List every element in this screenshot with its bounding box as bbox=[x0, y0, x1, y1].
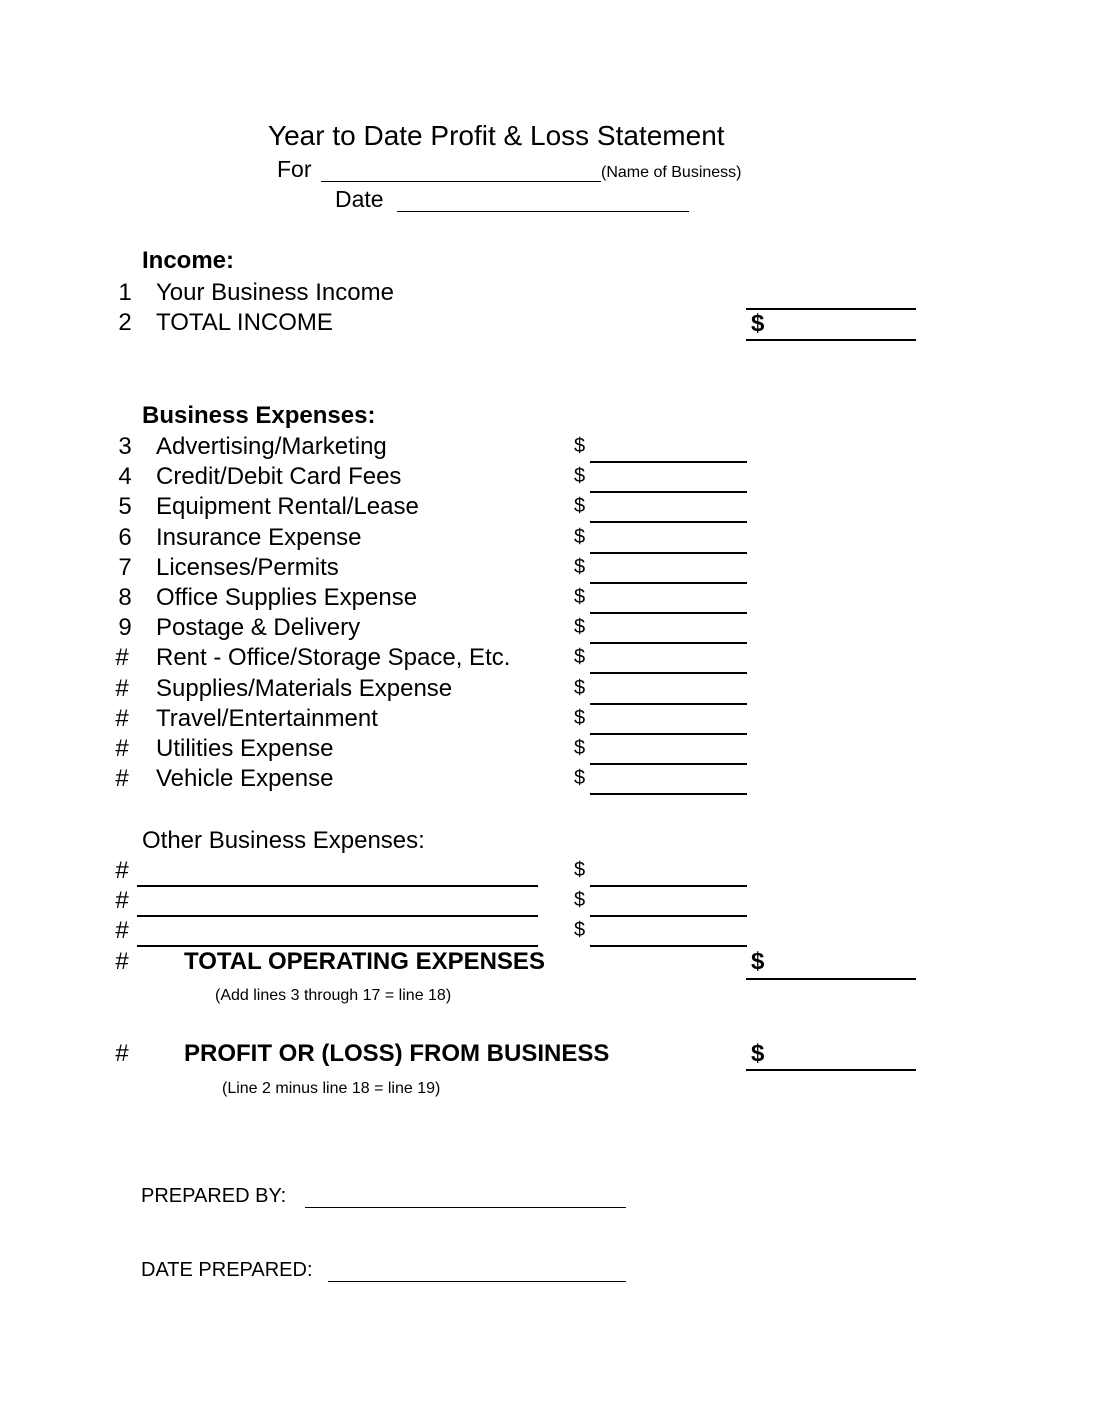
expense-row-label: Supplies/Materials Expense bbox=[156, 675, 453, 702]
expense-amount-field[interactable] bbox=[590, 703, 747, 705]
income-row-label: Your Business Income bbox=[156, 279, 394, 306]
expense-row-label: Utilities Expense bbox=[156, 735, 334, 762]
row-number: # bbox=[115, 917, 129, 944]
total-income-currency: $ bbox=[751, 310, 765, 337]
expense-amount-field[interactable] bbox=[590, 733, 747, 735]
expense-currency: $ bbox=[574, 707, 586, 729]
expense-amount-field[interactable] bbox=[590, 552, 747, 554]
expense-row-label: Vehicle Expense bbox=[156, 765, 334, 792]
row-number: 3 bbox=[118, 433, 132, 460]
row-number: # bbox=[115, 735, 129, 762]
row-number: # bbox=[115, 644, 129, 671]
expense-amount-field[interactable] bbox=[590, 672, 747, 674]
other-expense-currency: $ bbox=[574, 919, 586, 941]
profit-loss-field[interactable] bbox=[746, 1069, 916, 1071]
expense-row-label: Office Supplies Expense bbox=[156, 584, 418, 611]
expense-currency: $ bbox=[574, 556, 586, 578]
expense-amount-field[interactable] bbox=[590, 612, 747, 614]
expense-amount-field[interactable] bbox=[590, 642, 747, 644]
other-expense-amount-field[interactable] bbox=[590, 915, 747, 917]
row-number: 5 bbox=[118, 493, 132, 520]
total-operating-expenses-field[interactable] bbox=[746, 978, 916, 980]
expense-amount-field[interactable] bbox=[590, 491, 747, 493]
date-prepared-field[interactable] bbox=[328, 1281, 626, 1282]
row-number: # bbox=[115, 948, 129, 975]
other-expense-currency: $ bbox=[574, 889, 586, 911]
row-number: # bbox=[115, 887, 129, 914]
other-expense-description-field[interactable] bbox=[137, 885, 538, 887]
total-operating-currency: $ bbox=[751, 948, 765, 975]
expense-amount-field[interactable] bbox=[590, 521, 747, 523]
expense-row-label: Advertising/Marketing bbox=[156, 433, 387, 460]
total-operating-note: (Add lines 3 through 17 = line 18) bbox=[215, 987, 452, 1004]
expense-amount-field[interactable] bbox=[590, 793, 747, 795]
expense-currency: $ bbox=[574, 435, 586, 457]
expense-row-label: Travel/Entertainment bbox=[156, 705, 378, 732]
total-income-field[interactable] bbox=[746, 339, 916, 341]
row-number: # bbox=[115, 675, 129, 702]
expense-currency: $ bbox=[574, 465, 586, 487]
row-number: # bbox=[115, 857, 129, 884]
other-expense-description-field[interactable] bbox=[137, 915, 538, 917]
expense-currency: $ bbox=[574, 767, 586, 789]
business-expenses-section-title: Business Expenses: bbox=[142, 402, 376, 429]
other-expense-amount-field[interactable] bbox=[590, 885, 747, 887]
expense-currency: $ bbox=[574, 646, 586, 668]
other-expense-description-field[interactable] bbox=[137, 945, 538, 947]
page-title: Year to Date Profit & Loss Statement bbox=[268, 120, 725, 151]
expense-currency: $ bbox=[574, 495, 586, 517]
expense-row-label: Insurance Expense bbox=[156, 524, 362, 551]
row-number: 7 bbox=[118, 554, 132, 581]
row-number: 6 bbox=[118, 524, 132, 551]
expense-currency: $ bbox=[574, 526, 586, 548]
expense-amount-field[interactable] bbox=[590, 582, 747, 584]
row-number: 8 bbox=[118, 584, 132, 611]
for-label: For bbox=[277, 156, 312, 182]
profit-loss-note: (Line 2 minus line 18 = line 19) bbox=[222, 1080, 441, 1097]
expense-currency: $ bbox=[574, 586, 586, 608]
date-field[interactable] bbox=[397, 211, 689, 212]
expense-row-label: Equipment Rental/Lease bbox=[156, 493, 419, 520]
row-number: # bbox=[115, 705, 129, 732]
expense-amount-field[interactable] bbox=[590, 763, 747, 765]
row-number: # bbox=[115, 1040, 129, 1067]
total-operating-expenses-label: TOTAL OPERATING EXPENSES bbox=[184, 948, 545, 975]
expense-row-label: Rent - Office/Storage Space, Etc. bbox=[156, 644, 511, 671]
total-income-label: TOTAL INCOME bbox=[156, 309, 333, 336]
expense-row-label: Licenses/Permits bbox=[156, 554, 339, 581]
row-number: # bbox=[115, 765, 129, 792]
expense-amount-field[interactable] bbox=[590, 461, 747, 463]
expense-row-label: Postage & Delivery bbox=[156, 614, 361, 641]
other-expense-amount-field[interactable] bbox=[590, 945, 747, 947]
income-section-title: Income: bbox=[142, 247, 235, 274]
other-expense-currency: $ bbox=[574, 859, 586, 881]
profit-loss-currency: $ bbox=[751, 1040, 765, 1067]
prepared-by-label: PREPARED BY: bbox=[141, 1185, 287, 1207]
business-income-field[interactable] bbox=[746, 308, 916, 310]
expense-currency: $ bbox=[574, 616, 586, 638]
expense-currency: $ bbox=[574, 737, 586, 759]
row-number: 9 bbox=[118, 614, 132, 641]
other-expenses-section-title: Other Business Expenses: bbox=[142, 827, 425, 854]
business-name-field[interactable] bbox=[321, 181, 601, 182]
expense-currency: $ bbox=[574, 677, 586, 699]
date-prepared-label: DATE PREPARED: bbox=[141, 1259, 313, 1281]
expense-row-label: Credit/Debit Card Fees bbox=[156, 463, 402, 490]
row-number: 2 bbox=[118, 309, 132, 336]
date-label: Date bbox=[335, 186, 384, 212]
profit-loss-label: PROFIT OR (LOSS) FROM BUSINESS bbox=[184, 1040, 610, 1067]
row-number: 1 bbox=[118, 279, 132, 306]
name-of-business-hint: (Name of Business) bbox=[601, 164, 742, 181]
prepared-by-field[interactable] bbox=[305, 1207, 626, 1208]
row-number: 4 bbox=[118, 463, 132, 490]
